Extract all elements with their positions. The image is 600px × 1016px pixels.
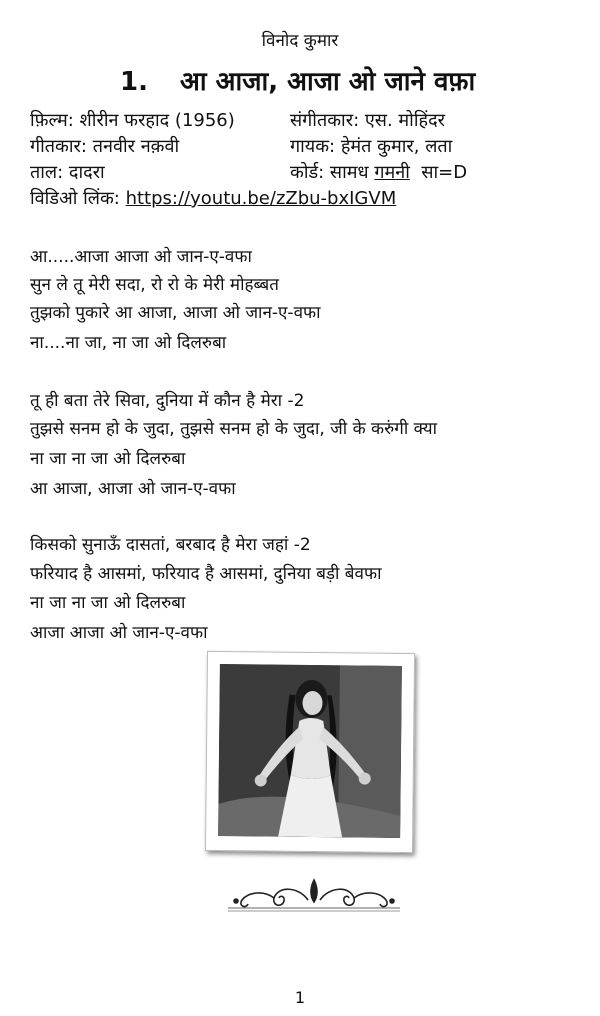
lyric-line: आ.....आजा आजा ओ जान-ए-वफा [30,247,252,267]
lyric-line: ना जा ना जा ओ दिलरुबा [30,593,186,613]
lyric-line: किसको सुनाऊँ दासतां, बरबाद है मेरा जहां -2 [30,535,311,555]
film-still-photo-frame [205,651,415,853]
chords-info [290,160,467,184]
decorative-flourish-icon [228,876,400,912]
lyric-line: तू ही बता तेरे सिवा, दुनिया में कौन है मेरा -2 [30,391,305,411]
film-still-photo [218,664,402,838]
chords-note-ni: नी [395,162,410,183]
lyric-line: आ आजा, आजा ओ जान-ए-वफा [30,479,236,499]
taal-info: ताल: दादरा [30,162,105,183]
song-title [120,62,475,98]
lyric-line: आजा आजा ओ जान-ए-वफा [30,623,208,643]
lyric-line: सुन ले तू मेरी सदा, रो रो के मेरी मोहब्बत [30,275,279,295]
lyric-line: ना....ना जा, ना जा ओ दिलरुबा [30,333,227,353]
music-director-info: संगीतकार: एस. मोहिंदर [290,110,445,131]
video-link[interactable]: https://youtu.be/zZbu-bxIGVM [125,188,397,209]
lyricist-info: गीतकार: तनवीर नक़वी [30,136,180,157]
chords-prefix: कोर्ड: सामध [290,162,369,183]
lyric-line: फरियाद है आसमां, फरियाद है आसमां, दुनिया बड़ी बेवफा [30,564,382,584]
singer-figure-illustration [218,664,402,838]
lyric-line: तुझको पुकारे आ आजा, आजा ओ जान-ए-वफा [30,303,321,323]
video-link-label: विडिओ लिंक: [30,188,120,209]
author-name: विनोद कुमार [261,31,339,51]
video-link-row [30,186,396,210]
song-number: 1. [120,67,148,97]
lyric-line: तुझसे सनम हो के जुदा, तुझसे सनम हो के जुदा, जी के करुंगी क्या [30,419,437,439]
lyric-line: ना जा ना जा ओ दिलरुबा [30,449,186,469]
song-title-text: आ आजा, आजा ओ जाने वफ़ा [180,67,476,97]
page-number: 1 [294,988,306,1007]
chords-note-ga-ma: गम [374,162,396,183]
singers-info: गायक: हेमंत कुमार, लता [290,136,453,157]
film-info: फ़िल्म: शीरीन फरहाद (1956) [30,110,235,131]
chords-suffix: सा=D [421,162,468,183]
